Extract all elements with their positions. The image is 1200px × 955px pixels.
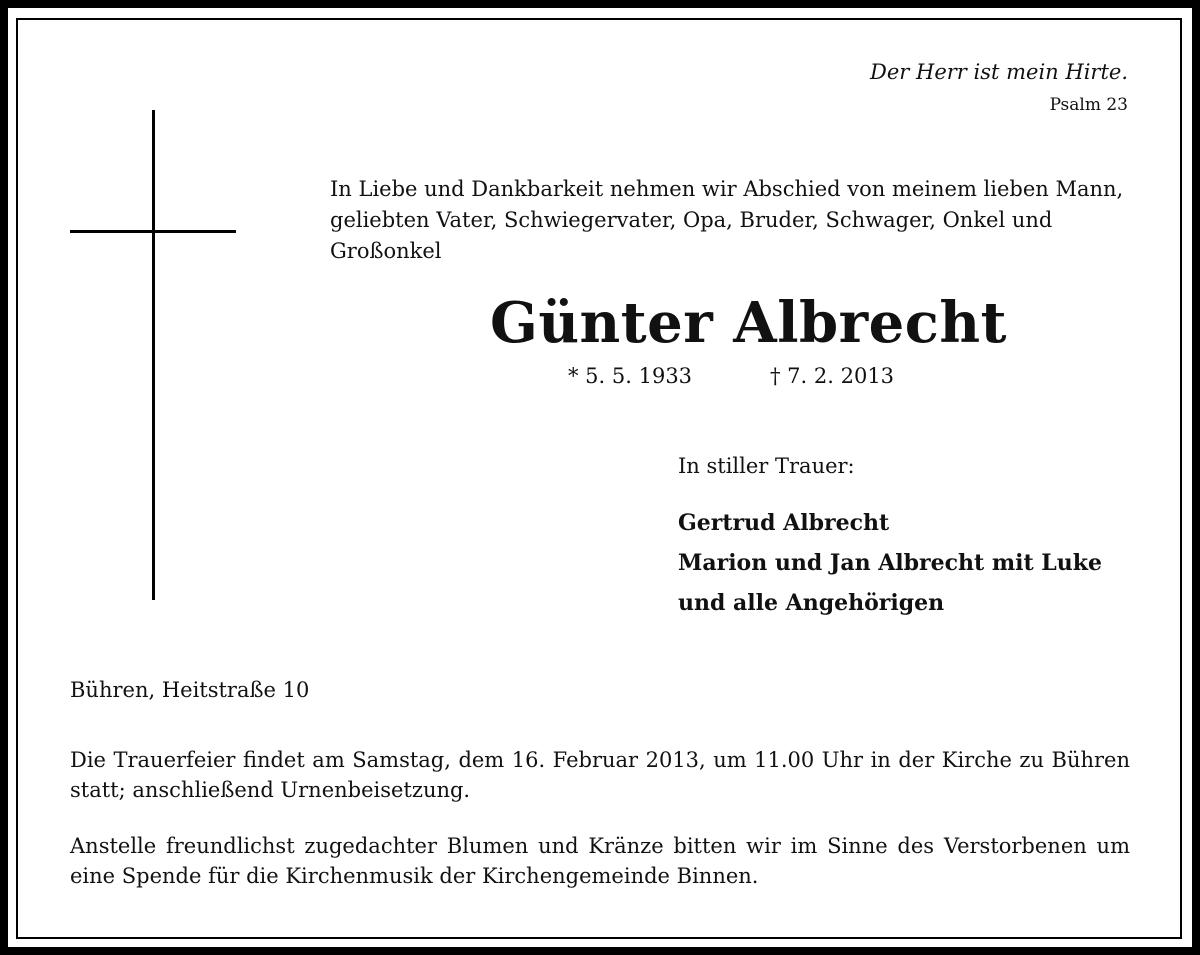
cross-vertical-bar [152,110,155,600]
death-date: † 7. 2. 2013 [770,364,895,388]
intro-text: In Liebe und Dankbarkeit nehmen wir Abschied von meinem lieben Mann, geliebten Vater, Schwiegervater, Opa, Bruder, Schwager, Onkel und Großonkel [330,177,1124,263]
bible-verse: Der Herr ist mein Hirte. [870,60,1128,84]
donation-request: Anstelle freundlichst zugedachter Blumen und Kränze bitten wir im Sinne des Verstorbenen um eine Spende für die Kirchenmusik der Kirchengemeinde Binnen. [70,834,1130,888]
mourner-list [678,503,1102,623]
mourning-heading: In stiller Trauer: [678,454,855,478]
deceased-name: Günter Albrecht [490,290,1007,356]
funeral-info: Die Trauerfeier findet am Samstag, dem 16. Februar 2013, um 11.00 Uhr in der Kirche zu Bühren statt; anschließend Urnenbeisetzung. [70,748,1130,802]
mourner-name: und alle Angehörigen [678,590,945,616]
cross-horizontal-bar [70,230,236,233]
verse-reference: Psalm 23 [1049,95,1128,115]
birth-date: * 5. 5. 1933 [568,364,693,388]
mourner-name: Gertrud Albrecht [678,510,890,536]
mourner-name: Marion und Jan Albrecht mit Luke [678,550,1103,576]
address: Bühren, Heitstraße 10 [70,678,310,702]
